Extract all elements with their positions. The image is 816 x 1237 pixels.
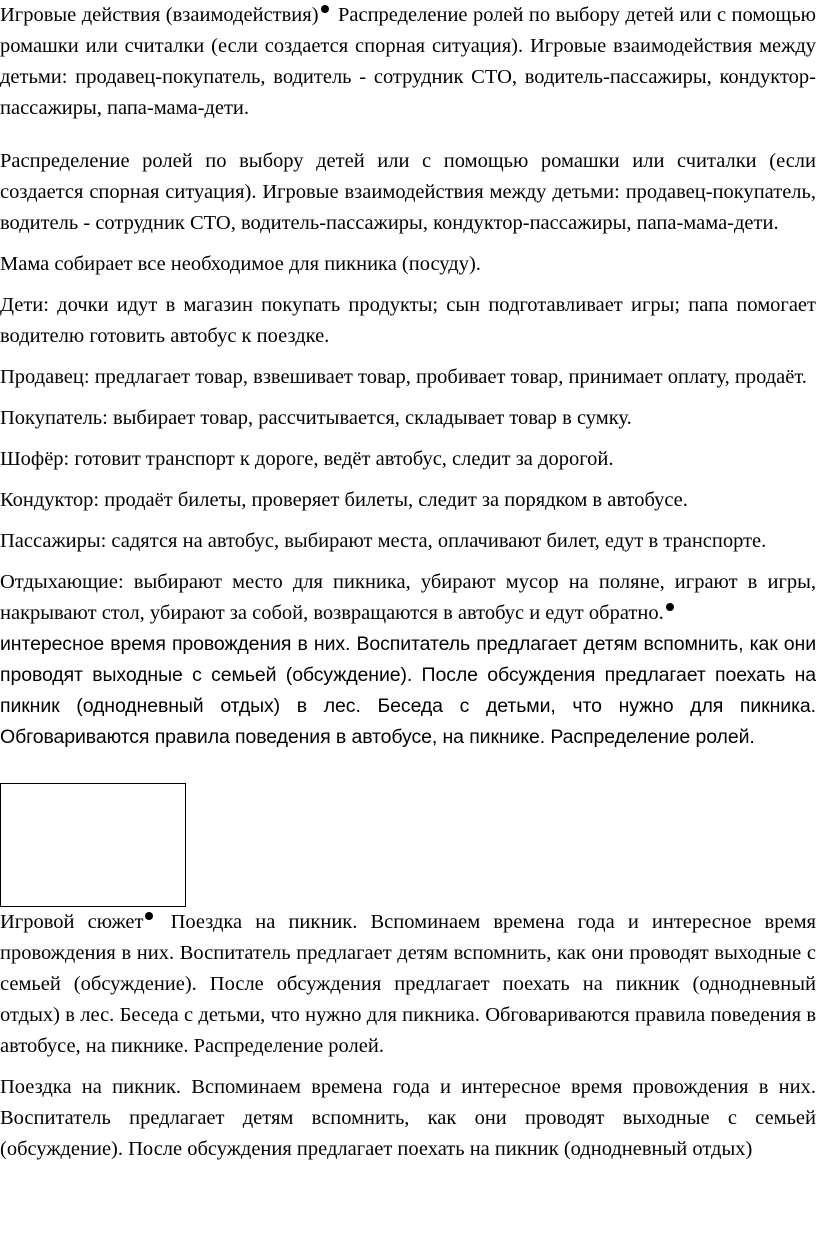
paragraph-game-actions [0, 0, 816, 124]
paragraph-picnic-trip: Поездка на пикник. Вспоминаем времена года и интересное время провождения в них. Воспитатель предлагает детям вспомнить, как они проводят выходные с семьей (обсуждение). После обсуждения предлагает поехать на пикник (однодневный отдых) [0, 1076, 816, 1160]
paragraph-seller: Продавец: предлагает товар, взвешивает товар, пробивает товар, принимает оплату, продаёт. [0, 366, 807, 388]
paragraph-buyer: Покупатель: выбирает товар, рассчитывается, складывает товар в сумку. [0, 407, 632, 429]
game-plot-heading: Игровой сюжет [0, 911, 144, 933]
bullet-dot-icon [145, 912, 153, 920]
paragraph-conductor: Кондуктор: продаёт билеты, проверяет билеты, следит за порядком в автобусе. [0, 489, 688, 511]
paragraph-vacationers [0, 567, 816, 629]
paragraph-children: Дети: дочки идут в магазин покупать продукты; сын подготавливает игры; папа помогает водителю готовить автобус к поездке. [0, 294, 816, 347]
paragraph-role-distribution: Распределение ролей по выбору детей или с помощью ромашки или считалки (если создается спорная ситуация). Игровые взаимодействия между детьми: продавец-покупатель, водитель - сотрудник СТО, водитель-пассажиры, кондуктор-пассажиры, папа-мама-дети. [0, 150, 816, 234]
game-plot-text: Поездка на пикник. Вспоминаем времена года и интересное время провождения в них. Воспитатель предлагает детям вспомнить, как они проводят выходные с семьей (обсуждение). После обсуждения предлагает поехать на пикник (однодневный отдых) в лес. Беседа с детьми, что нужно для пикника. Обговариваются правила поведения в автобусе, на пикнике. Распределение ролей. [0, 911, 816, 1057]
paragraph-passengers: Пассажиры: садятся на автобус, выбирают места, оплачивают билет, едут в транспорте. [0, 530, 767, 552]
image-placeholder [0, 783, 186, 907]
game-actions-text: Распределение ролей по выбору детей или с помощью ромашки или считалки (если создается спорная ситуация). Игровые взаимодействия между детьми: продавец-покупатель, водитель - сотрудник СТО, водитель-пассажиры, кондуктор-пассажиры, папа-мама-дети. [0, 4, 816, 119]
bullet-dot-icon [321, 5, 329, 13]
bullet-dot-icon [666, 603, 674, 611]
paragraph-mom: Мама собирает все необходимое для пикника (посуду). [0, 253, 481, 275]
vacationers-text: Отдыхающие: выбирают место для пикника, убирают мусор на поляне, играют в игры, накрывают стол, убирают за собой, возвращаются в автобус и едут обратно. [0, 571, 816, 624]
paragraph-driver: Шофёр: готовит транспорт к дороге, ведёт автобус, следит за дорогой. [0, 448, 614, 470]
game-actions-heading: Игровые действия (взаимодействия) [0, 4, 319, 26]
paragraph-game-plot [0, 907, 816, 1062]
paragraph-interesting-time: интересное время провождения в них. Воспитатель предлагает детям вспомнить, как они проводят выходные с семьей (обсуждение). После обсуждения предлагает поехать на пикник (однодневный отдых) в лес. Беседа с детьми, что нужно для пикника. Обговариваются правила поведения в автобусе, на пикнике. Распределение ролей. [0, 633, 816, 748]
